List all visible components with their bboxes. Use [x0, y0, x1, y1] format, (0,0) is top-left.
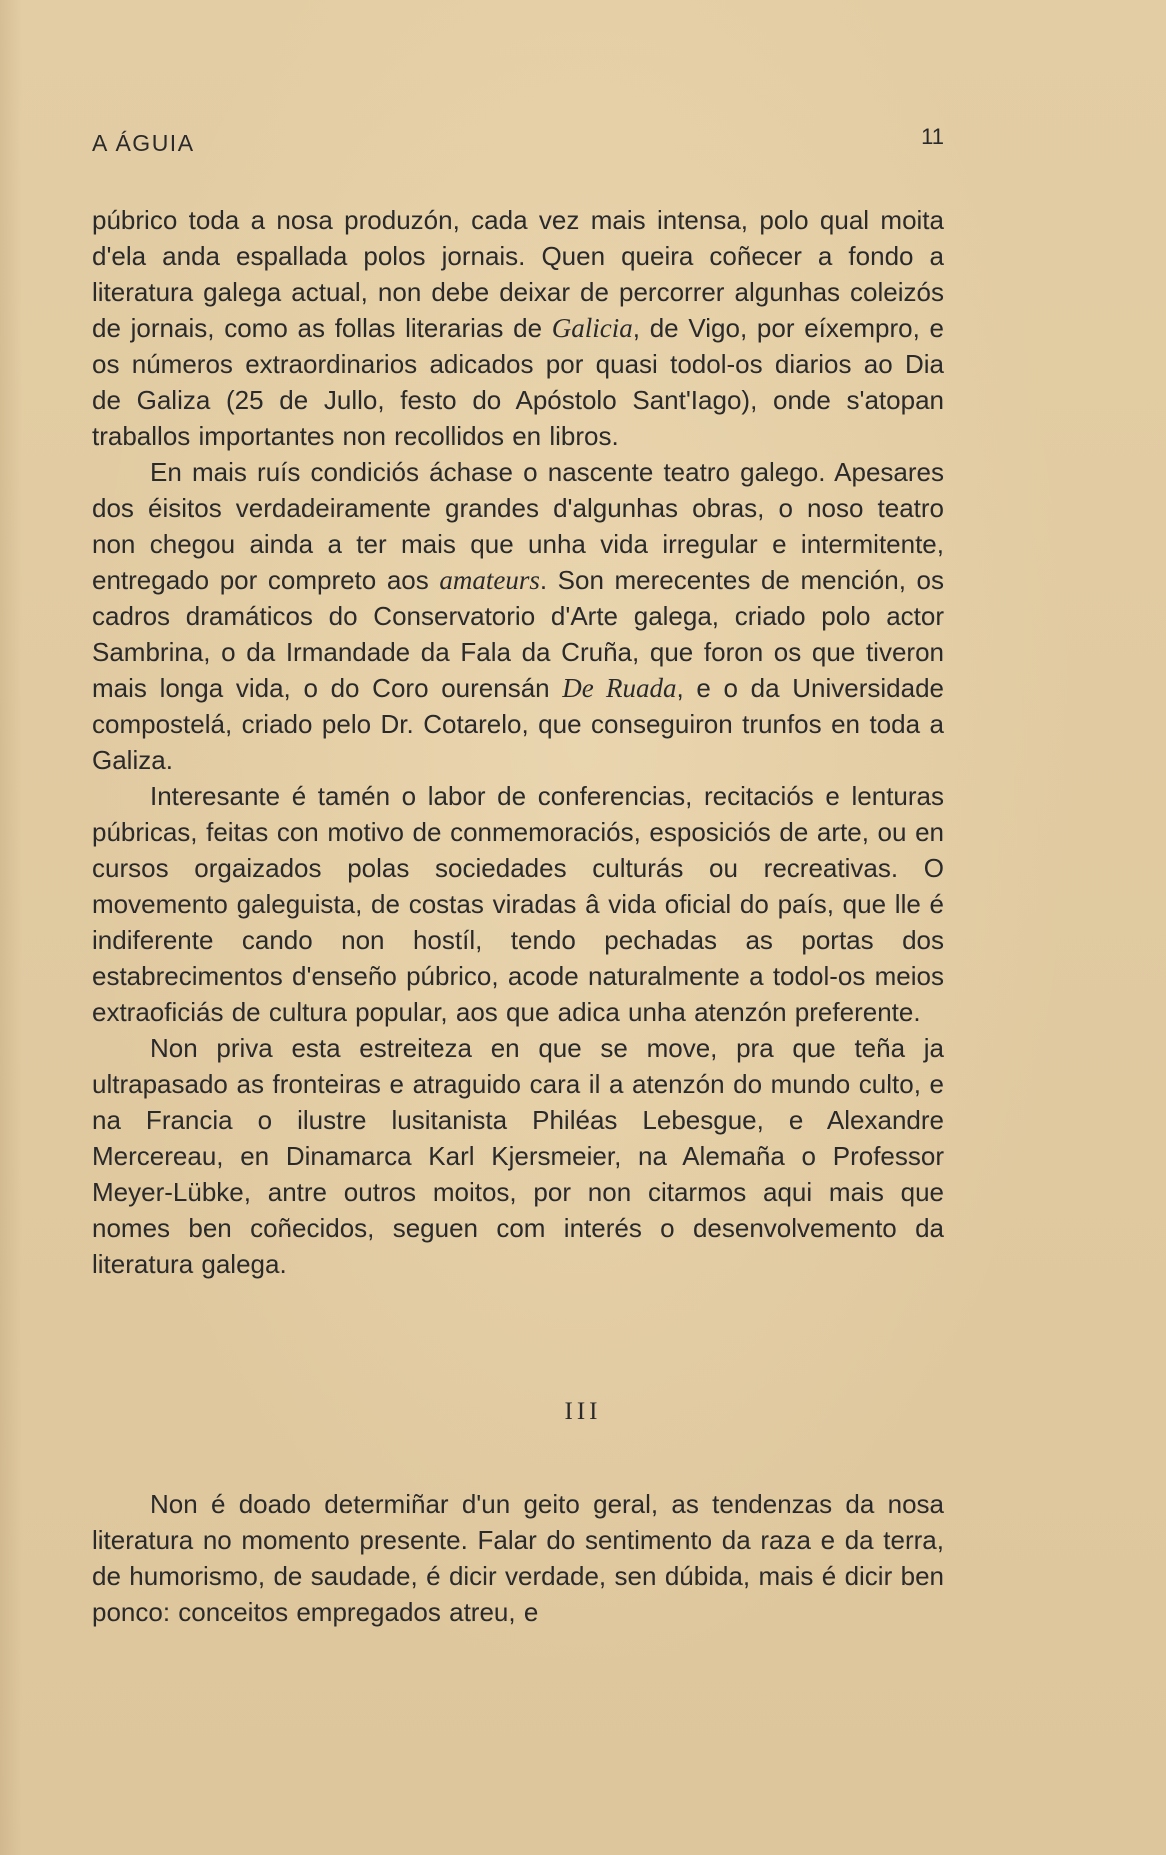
paragraph-tendencies: Non é doado determiñar d'un geito geral, as tendenzas da nosa literatura no momento presente. Falar do sentimento da raza e da terra, de humorismo, de saudade, é dicir verdade, sen dúbida, mais é dicir ben ponco: conceitos empregados atreu, e — [92, 1489, 944, 1627]
paragraph-text: , e o da Universidade compostelá, criado pelo Dr. Cotarelo, que conseguiron trunfos en toda a Galiza. — [92, 673, 944, 775]
main-text — [92, 202, 944, 1282]
paragraph-text: púbrico toda a nosa produzón, cada vez mais intensa, polo qual moita d'ela anda espallada polos jornais. Quen queira coñecer a fondo a literatura galega actual, non debe deixar de percorrer algunhas coleizós de jornais, como as follas literarias de — [92, 205, 944, 343]
paragraph-text: , de Vigo, por eíxempro, e os números extraordinarios adicados por quasi todol-os diarios ao Dia de Galiza (25 de Jullo, festo do Apóstolo Sant'Iago), onde s'atopan traballos importantes non recollidos en libros. — [92, 313, 944, 451]
italic-title-galicia: Galicia — [551, 313, 633, 343]
italic-term-amateurs: amateurs — [439, 565, 540, 595]
paragraph-text: En mais ruís condiciós áchase o nascente teatro galego. Apesares dos éisitos verdadeiramente grandes d'algunhas obras, o noso teatro non chegou ainda a ter mais que unha vida irregular e intermitente, entregado por compreto aos — [92, 457, 944, 595]
page-header — [92, 124, 944, 166]
section-heading: III — [564, 1398, 602, 1425]
running-title: A ÁGUIA — [92, 130, 195, 156]
paragraph-text: . Son merecentes de mención, os cadros dramáticos do Conservatorio d'Arte galega, criado polo actor Sambrina, o da Irmandade da Fala da Cruña, que foron os que tiveron mais longa vida, o do Coro ourensán — [92, 565, 944, 703]
italic-title-de-ruada: De Ruada — [562, 673, 677, 703]
paragraph-continuation — [92, 202, 944, 454]
section-text — [92, 1486, 944, 1630]
paragraph-international: Non priva esta estreiteza en que se move, pra que teña ja ultrapasado as fronteiras e atraguido cara il a atenzón do mundo culto, e na Francia o ilustre lusitanista Philéas Lebesgue, e Alexandre Mercereau, en Dinamarca Karl Kjersmeier, na Alemaña o Professor Meyer-Lübke, antre outros moitos, por non citarmos aqui mais que nomes ben coñecidos, seguen com interés o desenvolvemento da literatura galega. — [92, 1033, 944, 1279]
paragraph-conferences: Interesante é tamén o labor de conferencias, recitaciós e lenturas púbricas, feitas con motivo de conmemoraciós, esposiciós de arte, ou en cursos orgaizados polas sociedades culturás ou recreativas. O movemento galeguista, de costas viradas â vida oficial do país, que lle é indiferente cando non hostíl, tendo pechadas as portas dos estabrecimentos d'enseño púbrico, acode naturalmente a todol-os meios extraoficiás de cultura popular, aos que adica unha atenzón preferente. — [92, 781, 944, 1027]
page-number: 11 — [921, 124, 944, 149]
paragraph-theatre — [92, 454, 944, 778]
